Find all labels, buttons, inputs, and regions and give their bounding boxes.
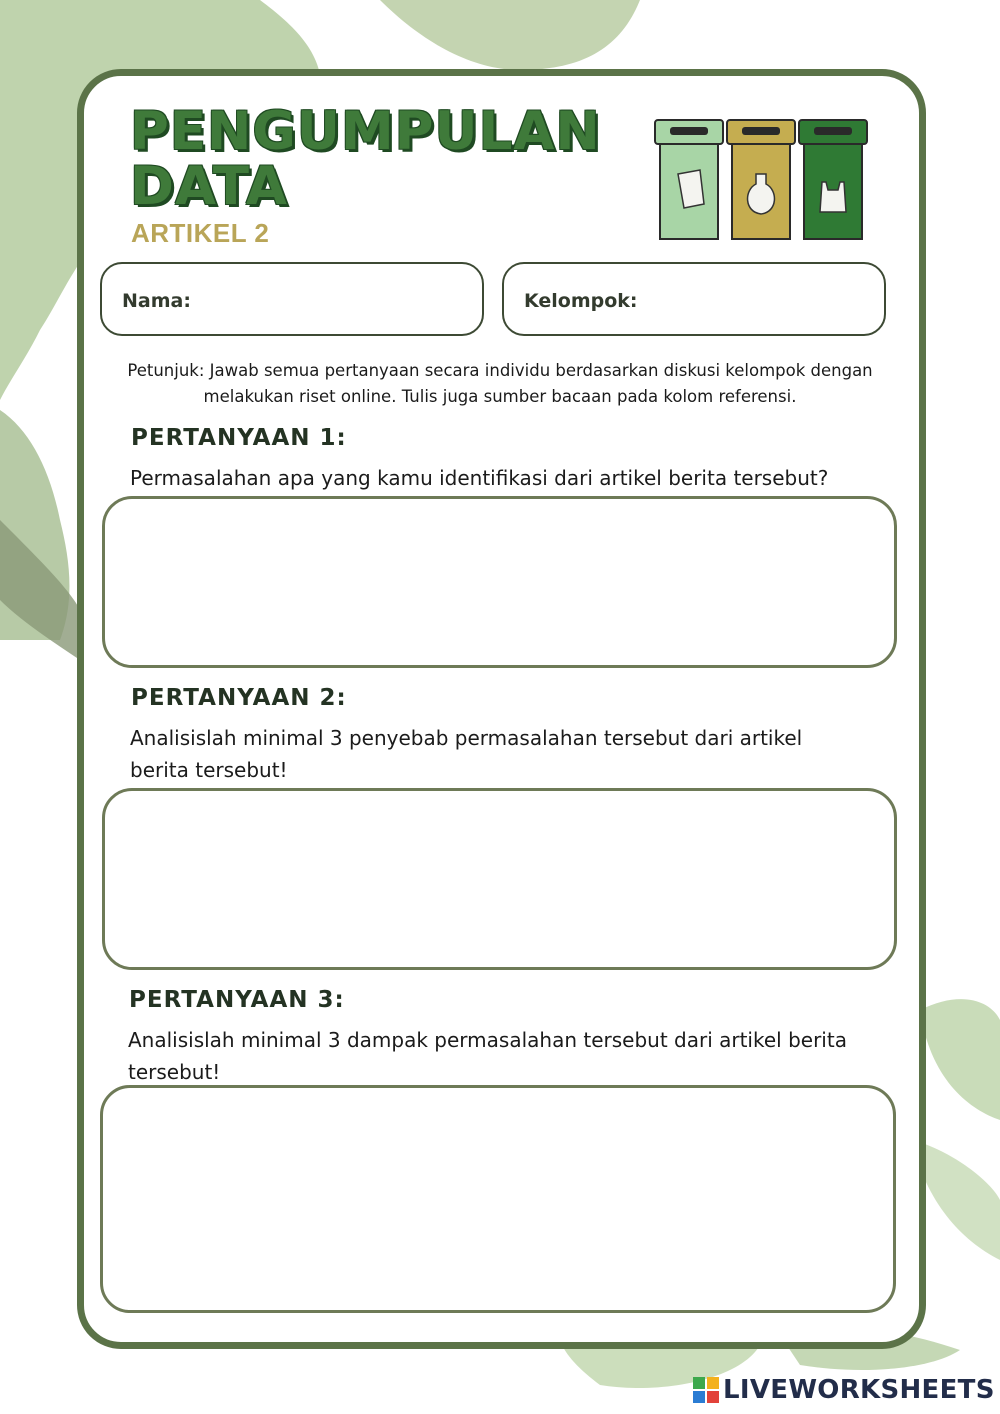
question-1-heading: PERTANYAAN 1: bbox=[131, 425, 347, 451]
plastic-bin-icon bbox=[799, 120, 867, 239]
answer-box-1[interactable] bbox=[102, 496, 897, 668]
question-1-text: Permasalahan apa yang kamu identifikasi dari artikel berita tersebut? bbox=[130, 466, 829, 490]
page-title bbox=[130, 101, 601, 217]
answer-box-2[interactable] bbox=[102, 788, 897, 970]
instructions-text: Petunjuk: Jawab semua pertanyaan secara individu berdasarkan diskusi kelompok dengan melakukan riset online. Tulis juga sumber bacaan pada kolom referensi. bbox=[127, 361, 873, 406]
answer-box-3[interactable] bbox=[100, 1085, 896, 1313]
recycling-bins-icon bbox=[650, 112, 875, 247]
page-subtitle: ARTIKEL 2 bbox=[131, 218, 270, 248]
title-line-1: PENGUMPULAN bbox=[130, 101, 601, 162]
glass-bin-icon bbox=[727, 120, 795, 239]
name-field[interactable] bbox=[100, 262, 484, 336]
group-label: Kelompok: bbox=[524, 290, 638, 312]
question-3-heading: PERTANYAAN 3: bbox=[129, 987, 345, 1013]
group-field[interactable] bbox=[502, 262, 886, 336]
question-2-text: Analisislah minimal 3 penyebab permasalahan tersebut dari artikel berita tersebut! bbox=[130, 726, 803, 782]
question-2-heading: PERTANYAAN 2: bbox=[131, 685, 347, 711]
footer-brand: LIVEWORKSHEETS bbox=[723, 1375, 995, 1405]
globe-continent-shape bbox=[380, 0, 640, 70]
leaf-shape bbox=[920, 999, 1000, 1120]
liveworksheets-logo[interactable] bbox=[693, 1374, 995, 1406]
liveworksheets-icon bbox=[693, 1377, 719, 1403]
paper-bin-icon bbox=[655, 120, 723, 239]
title-line-2: DATA bbox=[130, 156, 288, 217]
name-label: Nama: bbox=[122, 290, 191, 312]
question-3-text: Analisislah minimal 3 dampak permasalahan tersebut dari artikel berita tersebut! bbox=[128, 1028, 847, 1084]
